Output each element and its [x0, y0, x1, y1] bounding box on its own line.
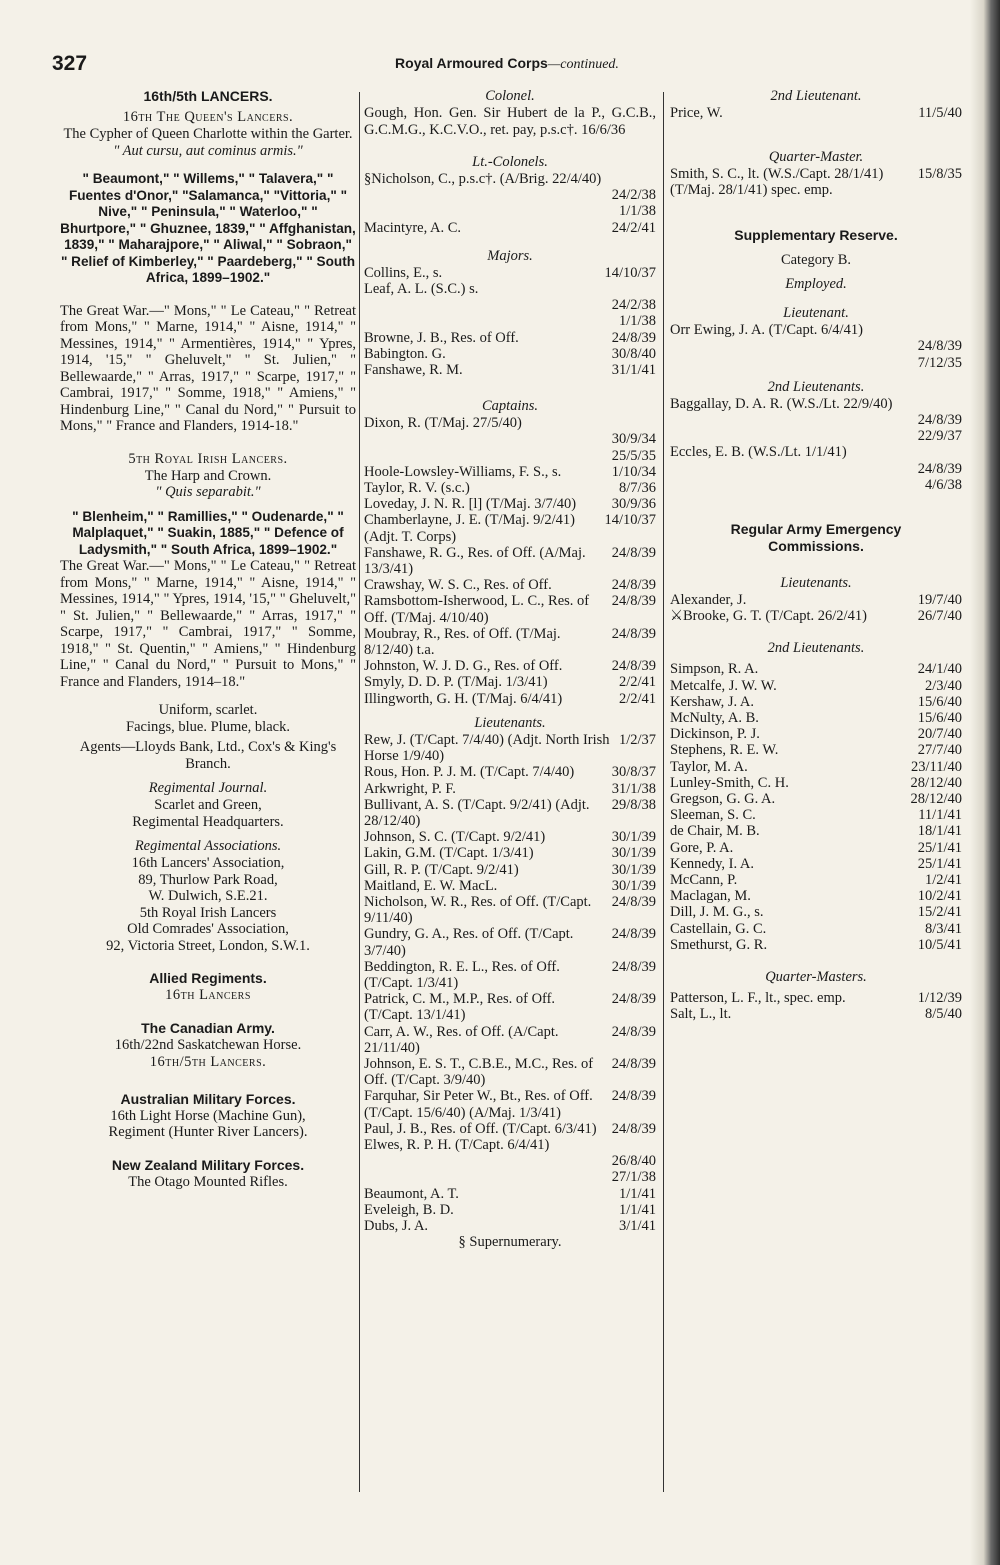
- journal-line: Regimental Headquarters.: [132, 813, 284, 830]
- commission-date: 8/5/40: [924, 1006, 962, 1023]
- regimental-journal-heading: Regimental Journal.: [148, 780, 268, 796]
- running-title-text: Royal Armoured Corps: [395, 55, 548, 71]
- page-number: 327: [52, 52, 88, 75]
- commission-date: 2/2/41: [618, 674, 656, 691]
- officer-entry: [364, 764, 656, 780]
- commission-date: 14/10/37: [604, 264, 656, 281]
- officer-entry: [670, 807, 962, 823]
- commission-date: 1/1/38: [618, 203, 656, 220]
- rae-lieutenants-heading: Lieutenants.: [780, 574, 852, 591]
- officer-entry: [364, 330, 656, 346]
- officer-name: Eveleigh, B. D.: [364, 1201, 454, 1218]
- page-binding-edge: [970, 0, 1000, 1565]
- officer-entry: [670, 710, 962, 726]
- officer-name: Gore, P. A.: [670, 839, 734, 856]
- officer-name: Beddington, R. E. L., Res. of Off. (T/Capt. 1/3/41): [364, 958, 560, 991]
- second-lieutenant-heading: 2nd Lieutenant.: [770, 88, 862, 104]
- officer-name: Babington. G.: [364, 345, 446, 362]
- commission-date: 27/7/40: [917, 742, 962, 759]
- lt-colonels-list: [364, 171, 656, 236]
- officer-name: Beaumont, A. T.: [364, 1185, 459, 1202]
- officer-entry: [670, 856, 962, 872]
- officer-name: Taylor, M. A.: [670, 758, 748, 775]
- officer-name: Browne, J. B., Res. of Off.: [364, 329, 519, 346]
- officer-entry: [364, 674, 656, 690]
- supp-lieutenant-heading: Lieutenant.: [783, 305, 849, 322]
- officer-name: Taylor, R. V. (s.c.): [364, 480, 470, 497]
- officer-entry: [364, 862, 656, 878]
- commission-date: 24/2/38: [611, 187, 656, 204]
- officer-name: Orr Ewing, J. A. (T/Capt. 6/4/41): [670, 322, 863, 339]
- supplementary-reserve-heading: Supplementary Reserve.: [734, 226, 898, 243]
- quarter-master-list: [670, 166, 962, 198]
- category: Category B.: [780, 251, 852, 268]
- canadian-line: 16th/5th Lancers.: [149, 1053, 267, 1070]
- officer-name: Paul, J. B., Res. of Off. (T/Capt. 6/3/41): [364, 1120, 597, 1137]
- officer-entry: [364, 1137, 656, 1186]
- officer-name: Metcalfe, J. W. W.: [670, 677, 777, 694]
- officer-entry: [670, 694, 962, 710]
- officer-entry: [670, 322, 962, 371]
- officer-name: McCann, P.: [670, 871, 738, 888]
- officer-name: Gundry, G. A., Res. of Off. (T/Capt. 3/7/40): [364, 926, 574, 959]
- officer-name: Rew, J. (T/Capt. 7/4/40) (Adjt. North Irish Horse 1/9/40): [364, 731, 610, 765]
- commission-date: 22/9/37: [917, 428, 962, 445]
- officer-entry: [670, 726, 962, 742]
- officer-entry: [670, 872, 962, 888]
- commission-date: 1/1/41: [618, 1201, 656, 1218]
- regiment-16th-motto: " Aut cursu, aut cominus armis.": [113, 142, 303, 159]
- commission-date: 24/8/39: [611, 1120, 656, 1137]
- commission-date: 1/12/39: [917, 990, 962, 1006]
- commission-date: 1/10/34: [611, 463, 656, 480]
- officer-entry: [670, 921, 962, 937]
- commission-date: 24/8/39: [611, 991, 656, 1008]
- officer-entry: [364, 658, 656, 674]
- association-line: 89, Thurlow Park Road,: [138, 871, 278, 888]
- lieutenants-heading: Lieutenants.: [474, 714, 546, 731]
- regiment-16th-great-war: The Great War.—" Mons," " Le Cateau," " Retreat from Mons," " Marne, 1914," " Aisne, 1914," " Messines, 1914," " Armentières, 1914," " Ypres, 1914, '15," " Gheluvelt," " St. Julien," " Bellewaarde," " Arras, 1917," " Scarpe, 1917," " Cambrai, 1917," " Somme, 1918," " Amiens," " Hindenburg Line," " Canal du Nord," " Pursuit to Mons," " France and Flanders, 1914-18.": [60, 302, 356, 434]
- commission-date: 24/8/39: [611, 1055, 656, 1072]
- officer-entry: [670, 608, 962, 624]
- rae-lieutenants-list: [670, 592, 962, 624]
- regiment-16th-honours: " Beaumont," " Willems," " Talavera," " Fuentes d'Onor," "Salamanca," "Vittoria," " Nive," " Peninsula," " Waterloo," " Bhurtpore," " Ghuznee, 1839," " Affghanistan, 1839," " Maharajpore," " Aliwal," " Sobraon," " Relief of Kimberley," " Paardeberg," " South Africa, 1899–1902.": [60, 171, 356, 285]
- lt-colonels-heading: Lt.-Colonels.: [472, 154, 548, 170]
- officer-name: Smith, S. C., lt. (W.S./Capt. 28/1/41) (T/Maj. 28/1/41) spec. emp.: [670, 166, 884, 199]
- commission-date: 30/1/39: [611, 829, 656, 846]
- officer-name: Fanshawe, R. M.: [364, 362, 463, 379]
- officer-name: Gregson, G. G. A.: [670, 790, 776, 807]
- commission-date: 28/12/40: [910, 790, 962, 807]
- regiment-5th-badge: The Harp and Crown.: [144, 467, 272, 484]
- supp-lieutenant-list: [670, 322, 962, 371]
- officer-name: Patrick, C. M., M.P., Res. of Off. (T/Capt. 13/1/41): [364, 991, 556, 1024]
- officer-name: Dickinson, P. J.: [670, 726, 760, 743]
- officer-name: Johnston, W. J. D. G., Res. of Off.: [364, 658, 563, 675]
- officer-entry: [364, 171, 656, 220]
- australian-line: 16th Light Horse (Machine Gun),: [110, 1107, 306, 1124]
- commission-date: 1/1/38: [618, 313, 656, 330]
- commission-date: 30/8/40: [611, 345, 656, 362]
- quarter-master-heading: Quarter-Master.: [768, 149, 864, 166]
- regiment-16th-badge: The Cypher of Queen Charlotte within the Garter.: [63, 126, 353, 142]
- supp-2nd-lieutenants-heading: 2nd Lieutenants.: [767, 378, 865, 395]
- rae-2nd-lieutenants-list: [670, 661, 962, 953]
- officer-name: Eccles, E. B. (W.S./Lt. 1/1/41): [670, 444, 847, 461]
- commission-date: 11/5/40: [918, 105, 962, 121]
- officer-entry: [364, 1121, 656, 1137]
- majors-heading: Majors.: [487, 247, 533, 264]
- commission-date: 27/1/38: [611, 1169, 656, 1186]
- rae-2nd-lieutenants-heading: 2nd Lieutenants.: [767, 640, 865, 657]
- officer-entry: [670, 904, 962, 920]
- commission-date: 8/3/41: [924, 920, 962, 937]
- officer-entry: [364, 991, 656, 1023]
- uniform: Uniform, scarlet.: [158, 702, 258, 718]
- officer-entry: [670, 759, 962, 775]
- commission-date: 24/8/39: [611, 577, 656, 594]
- officer-entry: [670, 990, 962, 1006]
- officer-entry: [364, 464, 656, 480]
- canadian-line: 16th/22nd Saskatchewan Horse.: [114, 1037, 302, 1053]
- commission-date: 8/7/36: [618, 480, 656, 497]
- officer-name: Loveday, J. N. R. [l] (T/Maj. 3/7/40): [364, 496, 577, 513]
- supp-2nd-lieutenants-list: [670, 396, 962, 493]
- officer-name: Rous, Hon. P. J. M. (T/Capt. 7/4/40): [364, 764, 575, 781]
- column-3: [670, 88, 962, 1022]
- officer-entry: [364, 415, 656, 464]
- officer-entry: [364, 732, 656, 764]
- officer-name: Stephens, R. E. W.: [670, 742, 779, 759]
- commission-date: 30/8/37: [611, 764, 656, 781]
- footnote: § Supernumerary.: [458, 1234, 562, 1251]
- nz-forces-heading: New Zealand Military Forces.: [111, 1156, 305, 1173]
- officer-entry: [364, 878, 656, 894]
- officer-entry: [670, 742, 962, 758]
- commission-date: 15/6/40: [917, 693, 962, 710]
- officer-entry: [364, 496, 656, 512]
- commission-date: 1/2/41: [924, 871, 962, 888]
- officer-name: Sleeman, S. C.: [670, 807, 756, 824]
- australian-line: Regiment (Hunter River Lancers).: [108, 1124, 308, 1140]
- commission-date: 24/1/40: [917, 661, 962, 678]
- regiment-5th-great-war: The Great War.—" Mons," " Le Cateau," " Retreat from Mons," " Marne, 1914," " Aisne, 1914," " Messines, 1914," " Ypres, 1914, '15," " Gheluvelt," " St. Julien," " Bellewaarde," " Arras, 1917," " Scarpe, 1917," " Cambrai, 1917," " Somme, 1918," " St. Quentin," " Amiens," " Hindenburg Line," " Canal du Nord," " Pursuit to Mons," " France and Flanders, 1914–18.": [60, 558, 356, 690]
- rae-quarter-masters-heading: Quarter-Masters.: [765, 969, 867, 985]
- commission-date: 29/8/38: [611, 796, 656, 813]
- officer-entry: [364, 1202, 656, 1218]
- canadian-army-heading: The Canadian Army.: [141, 1020, 275, 1036]
- officer-name: ⚔Brooke, G. T. (T/Capt. 26/2/41): [670, 608, 867, 625]
- commission-date: 25/1/41: [917, 855, 962, 872]
- commission-date: 18/1/41: [917, 823, 962, 840]
- commission-date: 31/1/41: [611, 362, 656, 379]
- column-1: [60, 88, 356, 1190]
- officer-entry: [364, 781, 656, 797]
- officer-entry: [364, 362, 656, 378]
- officer-name: Chamberlayne, J. E. (T/Maj. 9/2/41) (Adjt. T. Corps): [364, 512, 576, 545]
- commission-date: 7/12/35: [917, 354, 962, 371]
- officer-name: Smethurst, G. R.: [670, 936, 768, 953]
- officer-entry: [364, 1088, 656, 1120]
- allied-regiment: 16th Lancers: [165, 987, 251, 1003]
- officer-name: Alexander, J.: [670, 591, 747, 608]
- association-line: Old Comrades' Association,: [127, 921, 289, 937]
- officer-entry: [364, 829, 656, 845]
- commission-date: 24/8/39: [611, 544, 656, 561]
- commission-date: 25/5/35: [611, 447, 656, 464]
- officer-name: Simpson, R. A.: [670, 661, 759, 678]
- officer-entry: [364, 281, 656, 330]
- officer-entry: [364, 797, 656, 829]
- regiment-16th-name: 16th The Queen's Lancers.: [122, 109, 294, 125]
- officer-entry: [670, 166, 962, 198]
- commission-date: 24/2/41: [611, 219, 656, 236]
- commission-date: 24/8/39: [611, 1088, 656, 1105]
- officer-name: Price, W.: [670, 105, 723, 121]
- officer-name: Johnson, S. C. (T/Capt. 9/2/41): [364, 829, 546, 846]
- regiment-5th-motto: " Quis separabit.": [155, 484, 261, 500]
- commission-date: 24/8/39: [917, 338, 962, 355]
- commission-date: 26/8/40: [611, 1153, 656, 1170]
- officer-name: Maitland, E. W. MacL.: [364, 877, 498, 894]
- regiment-title: 16th/5th LANCERS.: [143, 88, 273, 104]
- regiment-5th-name: 5th Royal Irish Lancers.: [128, 450, 288, 467]
- commission-date: 10/2/41: [917, 888, 962, 905]
- commission-date: 20/7/40: [917, 726, 962, 743]
- officer-name: Collins, E., s.: [364, 264, 443, 281]
- nz-line: The Otago Mounted Rifles.: [128, 1173, 288, 1190]
- officer-name: Kershaw, J. A.: [670, 693, 755, 710]
- officer-entry: [364, 1056, 656, 1088]
- employed: Employed.: [785, 276, 847, 293]
- association-line: W. Dulwich, S.E.21.: [148, 888, 268, 904]
- officer-entry: [364, 545, 656, 577]
- officer-entry: [670, 396, 962, 445]
- officer-entry: [670, 840, 962, 856]
- commission-date: 10/5/41: [917, 936, 962, 953]
- officer-name: Illingworth, G. H. (T/Maj. 6/4/41): [364, 690, 563, 707]
- column-2: [364, 88, 656, 1251]
- officer-name: Crawshay, W. S. C., Res. of Off.: [364, 577, 552, 594]
- column-rule-2: [663, 92, 664, 1492]
- officer-name: Farquhar, Sir Peter W., Bt., Res. of Off. (T/Capt. 15/6/40) (A/Maj. 1/3/41): [364, 1088, 593, 1121]
- commission-date: 15/2/41: [917, 904, 962, 921]
- column-rule-1: [359, 92, 360, 1492]
- officer-name: Lakin, G.M. (T/Capt. 1/3/41): [364, 845, 534, 862]
- commission-date: 2/2/41: [618, 690, 656, 707]
- officer-name: Nicholson, W. R., Res. of Off. (T/Capt. 9/11/40): [364, 893, 592, 927]
- officer-entry: [670, 444, 962, 493]
- officer-entry: [364, 894, 656, 926]
- officer-entry: [364, 220, 656, 236]
- officer-entry: [364, 512, 656, 544]
- officer-name: Leaf, A. L. (S.C.) s.: [364, 281, 479, 298]
- commission-date: 31/1/38: [611, 780, 656, 797]
- officer-name: Fanshawe, R. G., Res. of Off. (A/Maj. 13/3/41): [364, 544, 586, 578]
- majors-list: [364, 265, 656, 378]
- officer-entry: [364, 480, 656, 496]
- commission-date: 1/1/41: [618, 1185, 656, 1202]
- commission-date: 24/8/39: [611, 926, 656, 943]
- officer-entry: [670, 823, 962, 839]
- regimental-associations-heading: Regimental Associations.: [134, 838, 282, 854]
- officer-name: Johnson, E. S. T., C.B.E., M.C., Res. of Off. (T/Capt. 3/9/40): [364, 1055, 594, 1089]
- officer-name: Smyly, D. D. P. (T/Maj. 1/3/41): [364, 674, 548, 691]
- commission-date: 24/8/39: [611, 893, 656, 910]
- officer-name: §Nicholson, C., p.s.c†. (A/Brig. 22/4/40): [364, 171, 602, 187]
- commission-date: 24/8/39: [917, 411, 962, 428]
- running-title-continued: —continued.: [547, 57, 619, 72]
- commission-date: 23/11/40: [910, 758, 962, 775]
- association-line: 16th Lancers' Association,: [131, 855, 285, 871]
- officer-entry: [364, 959, 656, 991]
- officer-name: McNulty, A. B.: [670, 709, 759, 726]
- officer-entry: [670, 1006, 962, 1022]
- association-line: 5th Royal Irish Lancers: [139, 904, 277, 921]
- second-lieutenant-list: [670, 105, 962, 121]
- commission-date: 26/7/40: [917, 608, 962, 625]
- officer-name: de Chair, M. B.: [670, 823, 760, 840]
- rae-quarter-masters-list: [670, 990, 962, 1022]
- commission-date: 15/6/40: [917, 709, 962, 726]
- officer-name: Hoole-Lowsley-Williams, F. S., s.: [364, 463, 562, 480]
- officer-name: Dixon, R. (T/Maj. 27/5/40): [364, 415, 522, 432]
- officer-entry: [364, 265, 656, 281]
- officer-entry: [364, 1218, 656, 1234]
- commission-date: 25/1/41: [917, 839, 962, 856]
- commission-date: 24/8/39: [611, 1023, 656, 1040]
- captains-list: [364, 415, 656, 707]
- officer-entry: [364, 593, 656, 625]
- officer-name: Macintyre, A. C.: [364, 219, 462, 236]
- officer-name: Baggallay, D. A. R. (W.S./Lt. 22/9/40): [670, 395, 893, 412]
- commission-date: 30/9/36: [611, 496, 656, 513]
- officer-name: Patterson, L. F., lt., spec. emp.: [670, 990, 846, 1006]
- rae-commissions-heading: Commissions.: [768, 537, 864, 554]
- agents: Agents—Lloyds Bank, Ltd., Cox's & King's Branch.: [79, 739, 337, 772]
- officer-entry: [670, 937, 962, 953]
- commission-date: 14/10/37: [604, 512, 656, 529]
- officer-name: Dubs, J. A.: [364, 1217, 429, 1234]
- officer-entry: [364, 346, 656, 362]
- commission-date: 24/8/39: [917, 460, 962, 477]
- commission-date: 30/9/34: [611, 431, 656, 448]
- officer-name: Bullivant, A. S. (T/Capt. 9/2/41) (Adjt. 28/12/40): [364, 796, 590, 829]
- officer-name: Moubray, R., Res. of Off. (T/Maj. 8/12/40) t.a.: [364, 625, 561, 659]
- commission-date: 3/1/41: [618, 1217, 656, 1234]
- officer-entry: [670, 105, 962, 121]
- commission-date: 24/8/39: [611, 329, 656, 346]
- officer-entry: [364, 1186, 656, 1202]
- officer-name: Lunley-Smith, C. H.: [670, 774, 789, 791]
- officer-entry: [670, 775, 962, 791]
- officer-name: Arkwright, P. F.: [364, 780, 456, 797]
- rae-commissions-heading: Regular Army Emergency: [730, 520, 902, 537]
- facings: Facings, blue. Plume, black.: [126, 718, 290, 735]
- commission-date: 30/1/39: [611, 877, 656, 894]
- officer-entry: [364, 926, 656, 958]
- officer-entry: [364, 577, 656, 593]
- officer-entry: [670, 791, 962, 807]
- officer-entry: [364, 691, 656, 707]
- officer-entry: [364, 1024, 656, 1056]
- officer-entry: [670, 592, 962, 608]
- officer-entry: [670, 661, 962, 677]
- officer-name: Kennedy, I. A.: [670, 855, 755, 872]
- page-header: [52, 52, 962, 80]
- commission-date: 24/8/39: [611, 658, 656, 675]
- commission-date: 4/6/38: [924, 476, 962, 493]
- running-title: [52, 55, 962, 73]
- commission-date: 30/1/39: [611, 845, 656, 862]
- commission-date: 24/8/39: [611, 625, 656, 642]
- commission-date: 30/1/39: [611, 861, 656, 878]
- commission-date: 1/2/37: [618, 731, 656, 748]
- officer-entry: [670, 888, 962, 904]
- officer-name: Carr, A. W., Res. of Off. (A/Capt. 21/11/40): [364, 1023, 559, 1056]
- officer-name: Castellain, G. C.: [670, 920, 767, 937]
- commission-date: 11/1/41: [918, 807, 962, 824]
- australian-forces-heading: Australian Military Forces.: [120, 1090, 296, 1107]
- officer-entry: [364, 845, 656, 861]
- officer-name: Gill, R. P. (T/Capt. 9/2/41): [364, 861, 519, 878]
- commission-date: 28/12/40: [910, 774, 962, 791]
- association-line: 92, Victoria Street, London, S.W.1.: [106, 937, 310, 954]
- officer-entry: [364, 626, 656, 658]
- commission-date: 15/8/35: [917, 166, 962, 183]
- lieutenants-list: [364, 732, 656, 1234]
- officer-name: Maclagan, M.: [670, 888, 751, 905]
- allied-regiments-heading: Allied Regiments.: [149, 970, 267, 986]
- journal-line: Scarlet and Green,: [154, 797, 262, 813]
- officer-name: Elwes, R. P. H. (T/Capt. 6/4/41): [364, 1136, 550, 1153]
- officer-name: Ramsbottom-Isherwood, L. C., Res. of Off. (T/Maj. 4/10/40): [364, 593, 590, 626]
- commission-date: 24/8/39: [611, 958, 656, 975]
- captains-heading: Captains.: [482, 398, 538, 415]
- commission-date: 24/2/38: [611, 297, 656, 314]
- officer-name: Dill, J. M. G., s.: [670, 904, 764, 921]
- regiment-5th-honours: " Blenheim," " Ramillies," " Oudenarde," " Malplaquet," " Suakin, 1885," " Defence of Ladysmith," " South Africa, 1899–1902.": [72, 508, 344, 557]
- commission-date: 19/7/40: [917, 591, 962, 608]
- commission-date: 24/8/39: [611, 593, 656, 610]
- officer-name: Salt, L., lt.: [670, 1006, 732, 1023]
- commission-date: 2/3/40: [924, 677, 962, 694]
- colonel-heading: Colonel.: [485, 88, 535, 104]
- officer-entry: [670, 678, 962, 694]
- colonel-entry: Gough, Hon. Gen. Sir Hubert de la P., G.C.B., G.C.M.G., K.C.V.O., ret. pay, p.s.c†. 16/6/36: [364, 105, 656, 138]
